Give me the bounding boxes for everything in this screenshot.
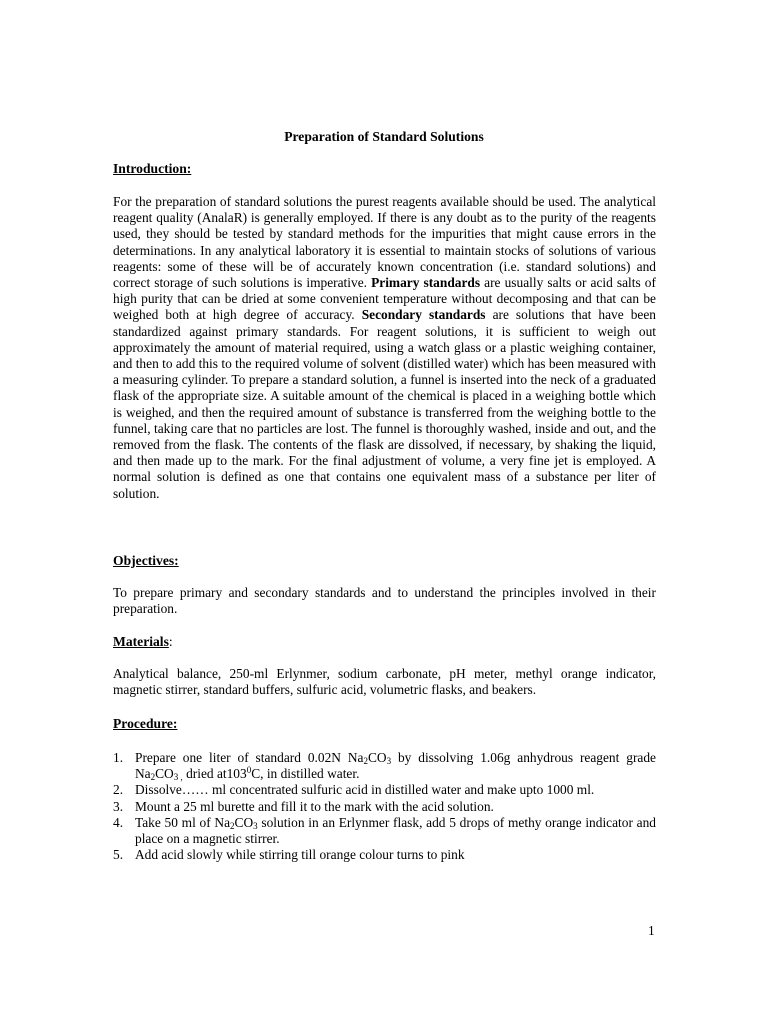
step-number: 4. <box>113 814 124 830</box>
step-text: Prepare one liter of standard 0.02N Na <box>135 750 364 765</box>
step-subscript: 2 <box>363 756 368 766</box>
intro-text-2: are usually salts or acid salts of high purity that can be dried at some convenient temperature without decomposing and that can be weighed both at high degree of accuracy. <box>113 275 656 323</box>
step-text: solution in an Erlynmer flask, add 5 drops of methy orange indicator and place on a magnetic stirrer. <box>135 814 656 847</box>
procedure-step <box>113 799 656 815</box>
step-text: CO <box>155 766 174 782</box>
step-text: Mount a 25 ml burette and fill it to the mark with the acid solution. <box>135 798 494 814</box>
step-superscript: 0 <box>246 765 252 776</box>
step-number: 1. <box>113 750 124 765</box>
step-number: 2. <box>113 782 124 798</box>
step-text: Add acid slowly while stirring till orange colour turns to pink <box>135 847 465 863</box>
step-text: Dissolve…… ml concentrated sulfuric acid in distilled water and make upto 1000 ml. <box>135 782 595 798</box>
materials-heading <box>113 634 173 650</box>
page-number: 1 <box>648 923 655 938</box>
materials-paragraph: Analytical balance, 250-ml Erlynmer, sodium carbonate, pH meter, methyl orange indicator, magnetic stirrer, standard buffers, sulfuric acid, volumetric flasks, and beakers. <box>113 666 656 698</box>
procedure-steps <box>113 750 656 863</box>
step-text: CO <box>367 750 387 765</box>
step-subscript: 2 <box>230 820 235 831</box>
introduction-paragraph <box>113 194 656 502</box>
introduction-heading: Introduction: <box>113 161 192 176</box>
step-subscript: 3 <box>386 756 392 766</box>
materials-heading-colon: : <box>168 634 173 649</box>
step-subscript: 2 <box>150 772 156 783</box>
step-subscript: 3 , <box>173 772 183 783</box>
objectives-heading: Objectives: <box>113 553 179 568</box>
intro-text-1: For the preparation of standard solutions the purest reagents available should be used. The analytical reagent quality (AnalaR) is generally employed. If there is any doubt as to the purity of the reagents used, they should be tested by standard methods for the impurities that might cause errors in the determinations. In any analytical laboratory it is essential to maintain stocks of solutions of various reagents: some of these will be of accurately known concentration (i.e. standard solutions) and correct storage of such solutions is imperative. <box>113 194 656 291</box>
procedure-step <box>113 782 656 798</box>
document-title: Preparation of Standard Solutions <box>284 129 484 144</box>
objectives-paragraph: To prepare primary and secondary standards and to understand the principles involved in their preparation. <box>113 585 656 617</box>
step-text: CO <box>234 814 254 830</box>
procedure-heading: Procedure: <box>113 716 178 731</box>
secondary-standards-term: Secondary standards <box>361 307 486 323</box>
step-subscript: 3 <box>253 820 258 831</box>
primary-standards-term: Primary standards <box>371 275 481 291</box>
procedure-step <box>113 847 656 863</box>
procedure-step <box>113 815 656 847</box>
step-text: Take 50 ml of Na <box>135 814 231 830</box>
step-number: 3. <box>113 798 124 814</box>
step-text: by dissolving 1.06g anhydrous reagent grade Na <box>135 750 656 782</box>
intro-text-3: are solutions that have been standardized against primary standards. For reagent solutions, it is sufficient to weigh out approximately the amount of material required, using a watch glass or a plastic weighing container, and then to add this to the required volume of solvent (distilled water) which has been measured with a measuring cylinder. To prepare a standard solution, a funnel is inserted into the neck of a graduated flask of the appropriate size. A suitable amount of the chemical is placed in a weighing bottle which is weighed, and then the required amount of substance is transferred from the weighing bottle to the funnel, taking care that no particles are lost. The funnel is thoroughly washed, inside and out, and the removed from the flask. The contents of the flask are dissolved, if necessary, by shaking the liquid, and then made up to the mark. For the final adjustment of volume, a very fine jet is employed. A normal solution is defined as one that contains one equivalent mass of a substance per liter of solution. <box>113 307 656 501</box>
step-number: 5. <box>113 847 124 863</box>
materials-heading-label: Materials <box>113 634 169 649</box>
procedure-step <box>113 750 656 782</box>
step-text: C, in distilled water. <box>251 766 360 782</box>
step-text: dried at103 <box>182 766 247 782</box>
